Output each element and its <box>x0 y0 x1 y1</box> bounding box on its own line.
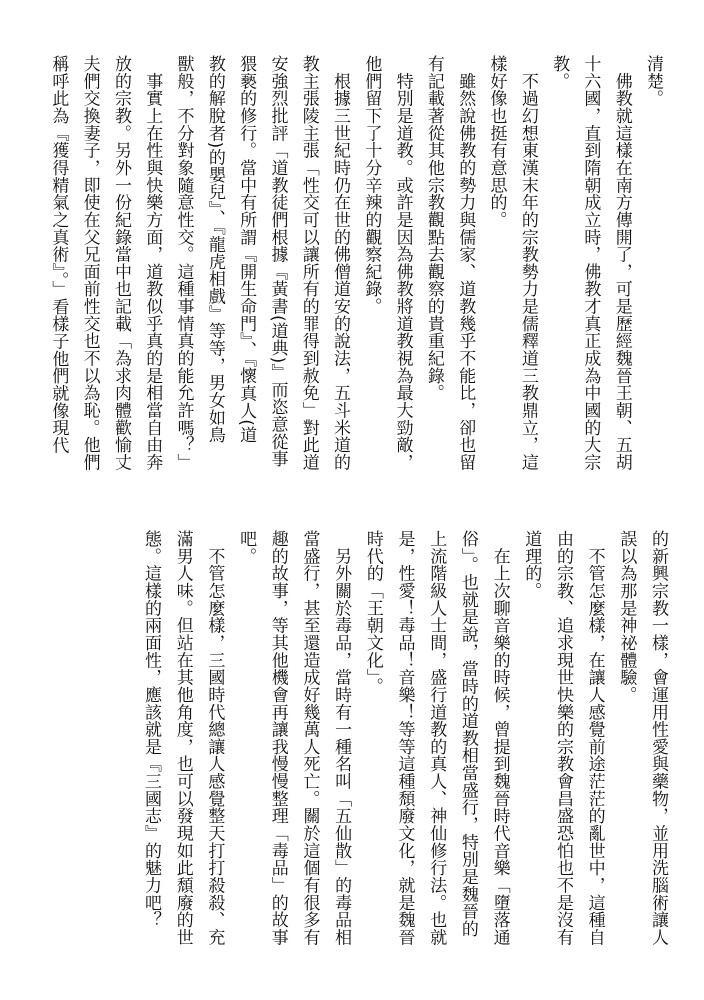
text-column: 教的解脫者)的嬰兒』、『龍虎相戲』等等，男女如鳥 <box>204 55 225 444</box>
text-column: 雖然說佛教的勢力與儒家、道教幾乎不能比，卻也留 <box>455 55 476 471</box>
text-column: 清楚。 <box>643 55 663 107</box>
text-column: 放的宗教。另外一份紀錄當中也記載「為求肉體歡愉丈 <box>110 55 131 471</box>
text-column: 教主張陵主張「性交可以讓所有的罪得到赦免」對此道 <box>298 55 319 471</box>
text-column: 當盛行，甚至還造成好幾萬人死亡。關於這個有很多有 <box>299 530 320 946</box>
upper-text-block <box>42 55 668 471</box>
text-column: 根據三世紀時仍在世的佛僧道安的說法，五斗米道的 <box>330 55 351 471</box>
text-column: 不管怎麼樣，三國時代總讓人感覺整天打打殺殺、充 <box>204 530 225 946</box>
text-column: 不管怎麼樣，在讓人感覺前途茫茫的亂世中，這種自 <box>584 530 605 946</box>
text-column: 他們留下了十分辛辣的觀察紀錄。 <box>361 55 382 315</box>
text-column: 有記載著從其他宗教觀點去觀察的貴重紀錄。 <box>423 55 444 402</box>
text-column: 態。這樣的兩面性，應該就是『三國志』的魅力吧？ <box>141 530 161 929</box>
text-column: 猥褻的修行。當中有所謂『開生命門』、『懷真人(道 <box>236 55 257 444</box>
text-column: 夫們交換妻子，即使在父兄面前性交也不以為恥。他們 <box>79 55 100 471</box>
text-column: 時代的「王朝文化」。 <box>362 530 383 695</box>
text-column: 佛教就這樣在南方傳開了，可是歷經魏晉王朝、五胡 <box>611 55 632 471</box>
text-column: 事實上在性與快樂方面，道教似乎真的是相當自由奔 <box>142 55 163 471</box>
text-column: 趣的故事，等其他機會再讓我慢慢整理「毒品」的故事 <box>267 530 288 946</box>
text-column: 樣好像也挺有意思的。 <box>486 55 507 229</box>
text-column: 滿男人味。但站在其他角度，也可以發現如此頹廢的世 <box>172 530 193 946</box>
text-column: 俗」。也就是說，當時的道教相當盛行，特別是魏晉的 <box>457 530 478 938</box>
text-column: 的新興宗教一樣，會運用性愛與藥物，並用洗腦術讓人 <box>648 530 668 946</box>
text-column: 道理的。 <box>521 530 542 600</box>
text-column: 上流階級人士間，盛行道教的真人、神仙修行法。也就 <box>426 530 447 946</box>
text-column: 另外關於毒品，當時有一種名叫「五仙散」的毒品相 <box>331 530 352 946</box>
text-column: 安強烈批評「道教徒們根據『黃書(道典)』而恣意從事 <box>267 55 288 468</box>
text-column: 特別是道教。或許是因為佛教將道教視為最大勁敵， <box>392 55 413 471</box>
text-column: 誤以為那是神祕體驗。 <box>616 530 637 704</box>
text-column: 教。 <box>549 55 570 90</box>
text-column: 不過幻想東漢末年的宗教勢力是儒釋道三教鼎立，這 <box>517 55 538 471</box>
lower-text-block <box>134 530 673 946</box>
text-column: 十六國，直到隋朝成立時，佛教才真正成為中國的大宗 <box>580 55 601 471</box>
text-column: 是，性愛！毒品！音樂！等等這種頹廢文化，就是魏晉 <box>394 530 415 946</box>
text-column: 在上次聊音樂的時候，曾提到魏晉時代音樂「墮落通 <box>489 530 510 946</box>
text-column: 稱呼此為『獲得精氣之真術』。」看樣子他們就像現代 <box>48 55 69 454</box>
text-column: 獸般，不分對象隨意性交。這種事情真的能允許嗎？」 <box>173 55 194 471</box>
text-column: 吧。 <box>236 530 257 565</box>
text-column: 由的宗教、追求現世快樂的宗教會昌盛恐怕也不是沒有 <box>552 530 573 946</box>
